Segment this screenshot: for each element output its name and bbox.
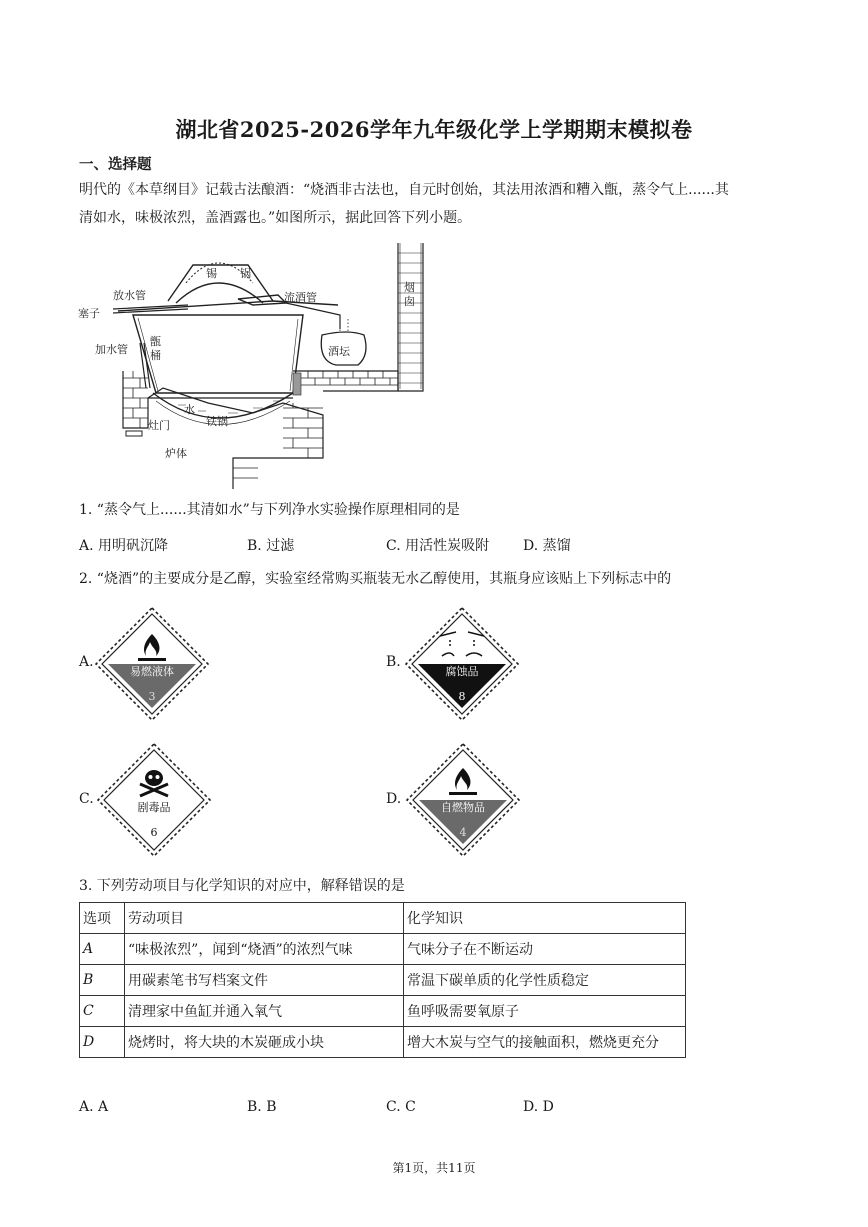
q3-option-a[interactable]: A. A (79, 1099, 109, 1115)
intro-line-2: 清如水，味极浓烈，盖酒露也。”如图所示，据此回答下列小题。 (79, 210, 472, 226)
q1-option-b[interactable]: B. 过滤 (247, 538, 295, 554)
label-tieguo: 铁锅 (206, 415, 228, 428)
label-tong: 桶 (150, 349, 161, 362)
label-saizi: 塞子 (78, 307, 100, 320)
q1-option-c[interactable]: C. 用活性炭吸附 (386, 538, 490, 554)
q2-sign-a-text: 易燃液体 (130, 665, 174, 678)
page-footer: 第1页，共11页 (392, 1161, 476, 1175)
label-zaomen: 灶门 (148, 419, 170, 432)
stove-door (126, 431, 142, 436)
q1-option-d[interactable]: D. 蒸馏 (523, 538, 571, 554)
q3-stem: 3. 下列劳动项目与化学知识的对应中，解释错误的是 (79, 878, 405, 894)
table-header-cell: 选项 (80, 903, 125, 934)
pipes (113, 303, 340, 388)
label-zeng: 甑 (150, 335, 161, 348)
q2-option-d-sign[interactable] (405, 742, 521, 858)
flame-icon (449, 768, 477, 795)
table-cell-knowledge: 增大木炭与空气的接触面积，燃烧更充分 (404, 1027, 686, 1058)
q3-option-c[interactable]: C. C (386, 1099, 416, 1115)
q3-option-b[interactable]: B. B (247, 1099, 277, 1115)
q2-sign-c-number: 6 (150, 826, 158, 839)
table-cell-task: 用碳素笔书写档案文件 (125, 965, 404, 996)
section-heading: 一、选择题 (79, 156, 152, 173)
corrosion-icon (440, 632, 484, 656)
label-luti: 炉体 (165, 447, 187, 460)
table-cell-task: 清理家中鱼缸并通入氧气 (125, 996, 404, 1027)
table-row (80, 1027, 686, 1058)
q2-option-a-letter[interactable]: A. (79, 654, 94, 670)
label-tu: 囱 (404, 295, 415, 308)
wine-jar (321, 319, 366, 365)
table-row (80, 965, 686, 996)
intro-line-1: 明代的《本草纲目》记载古法酿酒：“烧酒非古法也，自元时创始，其法用浓酒和糟入甑，蒸令气上......其 (79, 182, 729, 198)
q3-option-d[interactable]: D. D (523, 1099, 554, 1115)
table-header-cell: 劳动项目 (125, 903, 404, 934)
q2-sign-b-number: 8 (458, 690, 466, 703)
table-cell-option: A (80, 934, 125, 965)
q1-stem: 1. “蒸令气上......其清如水”与下列净水实验操作原理相同的是 (79, 502, 460, 518)
label-liujiuguan: 流酒管 (284, 291, 317, 304)
q2-option-b-letter[interactable]: B. (386, 654, 401, 670)
table-cell-option: C (80, 996, 125, 1027)
table-cell-task: 烧烤时，将大块的木炭砸成小块 (125, 1027, 404, 1058)
q2-option-b-sign[interactable] (404, 606, 520, 722)
page-title: 湖北省2025-2026学年九年级化学上学期期末模拟卷 (175, 117, 693, 142)
distillation-apparatus-figure (78, 243, 438, 489)
table-row (80, 934, 686, 965)
q1-option-a[interactable]: A. 用明矾沉降 (79, 538, 169, 554)
table-cell-knowledge: 鱼呼吸需要氧原子 (404, 996, 686, 1027)
table-cell-knowledge: 常温下碳单质的化学性质稳定 (404, 965, 686, 996)
label-jiashuiguan: 加水管 (95, 343, 128, 356)
intro-paragraph (79, 176, 791, 232)
q2-stem: 2. “烧酒”的主要成分是乙醇，实验室经常购买瓶装无水乙醇使用，其瓶身应该贴上下列标志中的 (79, 571, 672, 587)
q2-option-c-letter[interactable]: C. (79, 791, 94, 807)
table-cell-option: D (80, 1027, 125, 1058)
q2-sign-d-number: 4 (459, 826, 467, 839)
label-jiutan: 酒坛 (328, 345, 350, 358)
q2-sign-a-number: 3 (148, 690, 156, 703)
table-cell-option: B (80, 965, 125, 996)
label-fangshuiguan: 放水管 (113, 289, 146, 302)
q2-sign-c-text: 剧毒品 (137, 801, 171, 814)
q2-sign-b-text: 腐蚀品 (445, 665, 479, 678)
q2-option-c-sign[interactable] (96, 742, 212, 858)
table-header-cell: 化学知识 (404, 903, 686, 934)
label-guo: 锅 (240, 267, 251, 280)
table-cell-task: “味极浓烈”，闻到“烧酒”的浓烈气味 (125, 934, 404, 965)
label-yan: 烟 (404, 281, 415, 294)
skull-icon (140, 770, 168, 796)
label-xi: 锡 (206, 267, 217, 280)
q2-sign-d-text: 自燃物品 (441, 801, 485, 814)
q2-option-d-letter[interactable]: D. (386, 791, 402, 807)
table-header-row (80, 903, 686, 934)
table-cell-knowledge: 气味分子在不断运动 (404, 934, 686, 965)
q3-table (79, 902, 686, 1058)
q2-option-a-sign[interactable] (94, 606, 210, 722)
label-shui: 水 (184, 403, 195, 416)
table-row (80, 996, 686, 1027)
chimney (398, 243, 423, 391)
